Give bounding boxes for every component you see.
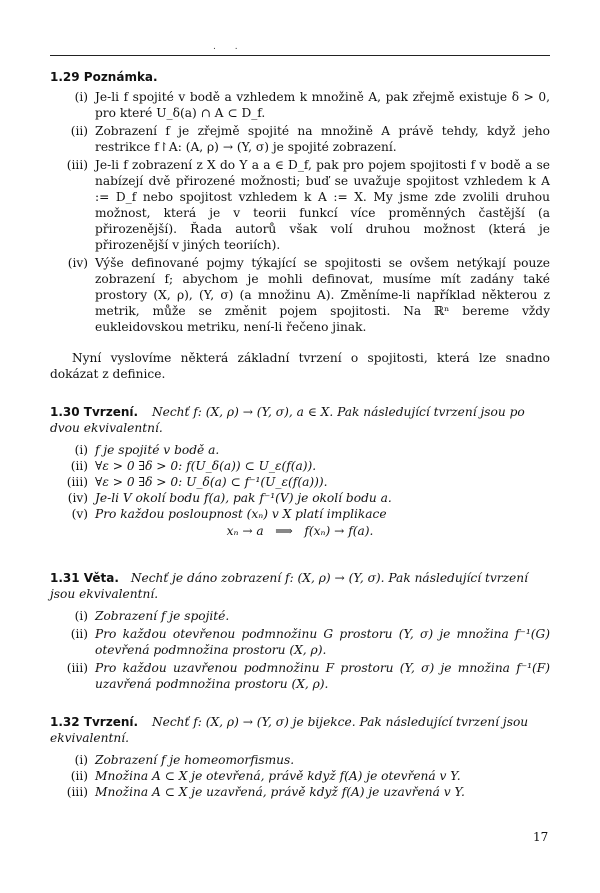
proposition-item <box>50 458 550 474</box>
item-text: Množina A ⊂ X je uzavřená, právě když f(A) je uzavřená v Y. <box>95 785 465 799</box>
proposition-item <box>50 506 550 522</box>
theorem-statement: Nechť je dáno zobrazení f: (X, ρ) → (Y, σ). Pak následující tvrzení jsou ekvivalentní. <box>50 571 528 601</box>
note-heading: 1.29 Poznámka. <box>50 70 158 84</box>
note-item <box>50 123 550 155</box>
item-number: (iii) <box>66 475 88 489</box>
item-text: Pro každou posloupnost (xₙ) v X platí implikace <box>95 507 387 521</box>
item-text: Pro každou uzavřenou podmnožinu F prostoru (Y, σ) je množina f⁻¹(F) uzavřená podmnožina prostoru (X, ρ). <box>95 661 550 691</box>
item-text: Zobrazení f je zřejmě spojité na množině A právě tehdy, když jeho restrikce f↾A: (A, ρ) → (Y, σ) je spojité zobrazení. <box>95 124 550 154</box>
display-formula: xₙ → a ⟹ f(xₙ) → f(a). <box>226 524 374 538</box>
item-number: (iv) <box>67 256 88 270</box>
item-text: Je-li f spojité v bodě a vzhledem k množině A, pak zřejmě existuje δ > 0, pro které U_δ(a) ∩ A ⊂ D_f. <box>95 90 550 120</box>
proposition-statement: Nechť f: (X, ρ) → (Y, σ), a ∈ X. Pak následující tvrzení jsou po dvou ekvivalentní. <box>50 405 525 435</box>
proposition-list <box>50 752 550 800</box>
item-text: Je-li f zobrazení z X do Y a a ∈ D_f, pak pro pojem spojitosti f v bodě a se nabízejí dvě přirozené možnosti; buď se uvažuje spojitost vzhledem k A := D_f nebo spojitost vzhledem k A := X. My jsme zde zvolili druhou možnost, která je v teorii funkcí více proměnných častější (a přirozenější). Řada autorů však volí druhou možnost (která je přirozenější v jiných teoriích). <box>95 158 550 252</box>
note-item <box>50 157 550 253</box>
item-number: (ii) <box>70 769 88 783</box>
item-number: (iii) <box>66 661 88 675</box>
proposition-statement-block <box>50 404 550 436</box>
item-number: (ii) <box>70 459 88 473</box>
proposition-item <box>50 474 550 490</box>
item-text: Množina A ⊂ X je otevřená, právě když f(A) je otevřená v Y. <box>95 769 461 783</box>
proposition-item <box>50 442 550 458</box>
proposition-statement: Nechť f: (X, ρ) → (Y, σ) je bijekce. Pak následující tvrzení jsou ekvivalentní. <box>50 715 529 745</box>
item-text: ∀ε > 0 ∃δ > 0: U_δ(a) ⊂ f⁻¹(U_ε(f(a))). <box>95 475 328 489</box>
item-number: (i) <box>74 753 88 767</box>
item-text: Zobrazení f je homeomorfismus. <box>95 753 295 767</box>
page-number: 17 <box>533 830 549 844</box>
theorem-item <box>50 660 550 692</box>
proposition-item <box>50 490 550 506</box>
header-rule <box>50 55 550 56</box>
proposition-1-32 <box>50 714 550 800</box>
item-text: Zobrazení f je spojité. <box>95 609 230 623</box>
proposition-item <box>50 752 550 768</box>
proposition-1-30 <box>50 404 550 539</box>
item-number: (i) <box>74 609 88 623</box>
theorem-list <box>50 608 550 692</box>
item-text: Je-li V okolí bodu f(a), pak f⁻¹(V) je okolí bodu a. <box>95 491 392 505</box>
item-number: (iii) <box>66 158 88 172</box>
note-item <box>50 89 550 121</box>
item-number: (ii) <box>70 627 88 641</box>
item-number: (i) <box>74 443 88 457</box>
theorem-item <box>50 608 550 624</box>
proposition-heading: 1.30 Tvrzení. <box>50 405 139 419</box>
theorem-statement-block <box>50 570 550 602</box>
theorem-item <box>50 626 550 658</box>
intro-paragraph: Nyní vyslovíme některá základní tvrzení o spojitosti, která lze snadno dokázat z definice. <box>50 351 550 381</box>
note-1-29 <box>50 70 550 335</box>
item-text: Pro každou otevřenou podmnožinu G prostoru (Y, σ) je množina f⁻¹(G) otevřená podmnožina prostoru (X, ρ). <box>95 627 550 657</box>
proposition-item <box>50 784 550 800</box>
note-list <box>50 89 550 335</box>
theorem-1-31 <box>50 570 550 692</box>
item-text: f je spojité v bodě a. <box>95 443 220 457</box>
item-number: (v) <box>71 507 88 521</box>
item-number: (ii) <box>70 124 88 138</box>
item-text: ∀ε > 0 ∃δ > 0: f(U_δ(a)) ⊂ U_ε(f(a)). <box>95 459 317 473</box>
theorem-heading: 1.31 Věta. <box>50 571 119 585</box>
item-text: Výše definované pojmy týkající se spojitosti se ovšem netýkají pouze zobrazení f; abychom je mohli definovat, musíme mít zadány také prostory (X, ρ), (Y, σ) (a množinu A). Změníme-li například některou z metrik, může se změnit pojem spojitosti. Na ℝⁿ bereme vždy eukleidovskou metriku, není-li řečeno jinak. <box>95 256 550 334</box>
proposition-heading: 1.32 Tvrzení. <box>50 715 139 729</box>
proposition-item <box>50 768 550 784</box>
running-header: . . <box>213 42 246 52</box>
proposition-list <box>50 442 550 522</box>
item-number: (i) <box>74 90 88 104</box>
proposition-statement-block <box>50 714 550 746</box>
item-number: (iv) <box>67 491 88 505</box>
item-number: (iii) <box>66 785 88 799</box>
note-item <box>50 255 550 335</box>
